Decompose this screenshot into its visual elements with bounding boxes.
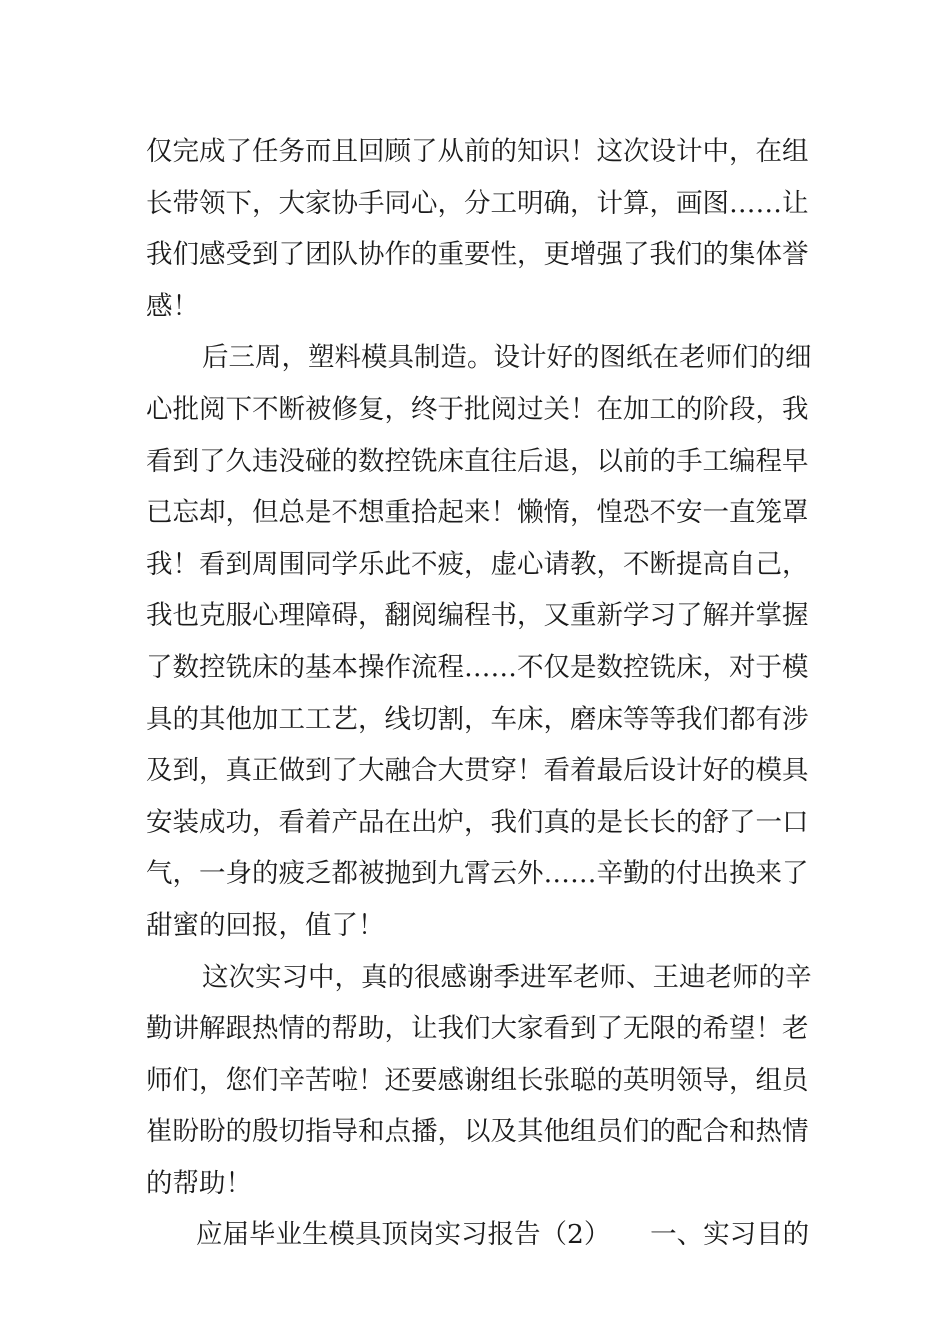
text-line: 感！ [146,290,199,322]
text-line: 仅完成了任务而且回顾了从前的知识！这次设计中，在组 [146,136,809,167]
text-line: 我们感受到了团队协作的重要性，更增强了我们的集体誉 [146,239,809,271]
text-line: 安装成功，看着产品在出炉，我们真的是长长的舒了一口 [146,806,809,838]
text-line: 气，一身的疲乏都被抛到九霄云外……辛勤的付出换来了 [146,858,809,890]
text-line: 的帮助！ [146,1167,252,1199]
text-line: 勤讲解跟热情的帮助，让我们大家看到了无限的希望！老 [146,1013,809,1045]
document-body [146,126,812,1261]
text-line: 看到了久违没碰的数控铣床直往后退，以前的手工编程早 [146,445,809,477]
text-line: 师们，您们辛苦啦！还要感谢组长张聪的英明领导，组员 [146,1064,809,1096]
text-line: 崔盼盼的殷切指导和点播，以及其他组员们的配合和热情 [146,1116,809,1148]
text-line: 及到，真正做到了大融合大贯穿！看着最后设计好的模具 [146,755,809,787]
text-line: 心批阅下不断被修复，终于批阅过关！在加工的阶段，我 [146,393,809,425]
text-line: 我也克服心理障碍，翻阅编程书，又重新学习了解并掌握 [146,600,809,632]
section-heading: 应届毕业生模具顶岗实习报告（2） 一、实习目的 [196,1219,810,1251]
text-line: 后三周，塑料模具制造。设计好的图纸在老师们的细 [202,342,812,374]
text-line: 甜蜜的回报，值了！ [146,909,385,941]
text-line: 了数控铣床的基本操作流程……不仅是数控铣床，对于模 [146,651,809,683]
text-line: 这次实习中，真的很感谢季进军老师、王迪老师的辛 [202,961,812,993]
text-line: 已忘却，但总是不想重拾起来！懒惰，惶恐不安一直笼罩 [146,497,809,529]
text-line: 长带领下，大家协手同心，分工明确，计算，画图……让 [146,187,809,219]
text-line: 我！看到周围同学乐此不疲，虚心请教，不断提高自己， [146,548,809,580]
text-line: 具的其他加工工艺，线切割，车床，磨床等等我们都有涉 [146,703,809,735]
